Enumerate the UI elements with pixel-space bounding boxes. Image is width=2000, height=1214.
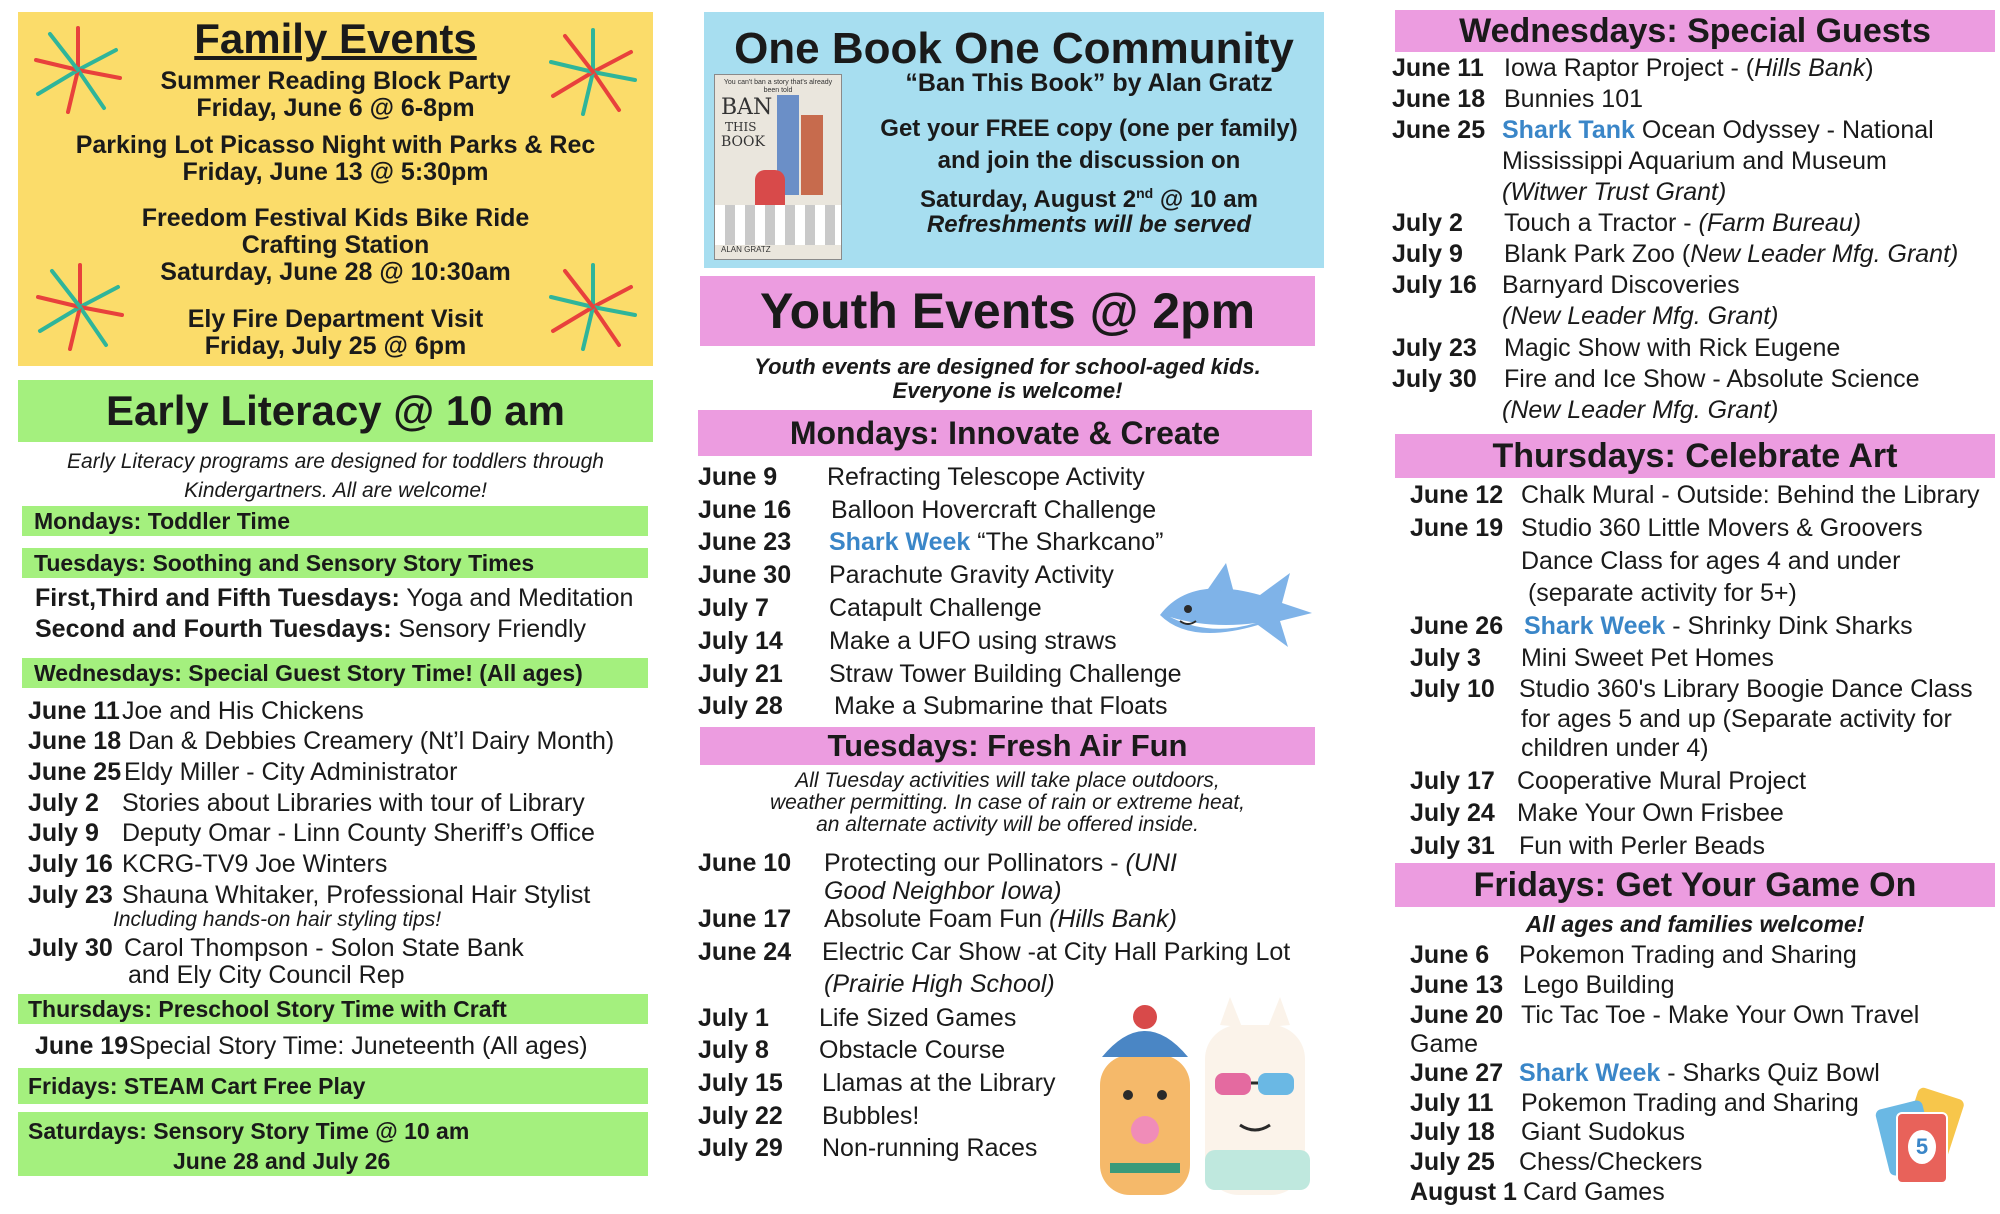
list-item-note: (Prairie High School) <box>824 970 1055 998</box>
family-event-line: Ely Fire Department Visit <box>187 305 484 333</box>
one-book-line: and join the discussion on <box>937 147 1241 174</box>
fridays-header: Fridays: Get Your Game On <box>1395 863 1995 907</box>
family-events-box <box>18 12 653 366</box>
list-item-note: (New Leader Mfg. Grant) <box>1502 302 1779 330</box>
early-monday-header: Mondays: Toddler Time <box>22 506 648 536</box>
card-number: 5 <box>1908 1130 1936 1164</box>
family-event-line: Friday, July 25 @ 6pm <box>204 332 467 360</box>
tuesday-note: an alternate activity will be offered inside. <box>816 813 1199 836</box>
family-event-line: Friday, June 6 @ 6-8pm <box>196 94 475 122</box>
list-item-note: Good Neighbor Iowa) <box>824 877 1062 905</box>
tuesday-note: First,Third and Fifth Tuesdays: Yoga and Meditation <box>35 584 634 612</box>
family-events-title: Family Events <box>194 15 477 62</box>
early-friday-header: Fridays: STEAM Cart Free Play <box>18 1068 648 1104</box>
family-event-line: Summer Reading Block Party <box>160 67 511 95</box>
wednesdays-header: Wednesdays: Special Guests <box>1395 10 1995 52</box>
book-cover-title: BOOK <box>721 134 765 150</box>
family-event-line: Friday, June 13 @ 5:30pm <box>182 158 489 186</box>
list-item-note: Game <box>1410 1030 1479 1058</box>
list-item-note: and Ely City Council Rep <box>128 961 405 989</box>
tuesday-note: Second and Fourth Tuesdays: Sensory Friendly <box>35 615 587 643</box>
thursdays-header: Thursdays: Celebrate Art <box>1395 434 1995 478</box>
one-book-line: Saturday, August 2nd @ 10 am <box>920 185 1258 213</box>
book-cover-title: THIS <box>725 120 757 134</box>
early-tuesday-header: Tuesdays: Soothing and Sensory Story Times <box>22 548 648 578</box>
early-thursday-header: Thursdays: Preschool Story Time with Craft <box>18 994 648 1024</box>
floor-tiles-icon <box>715 205 841 245</box>
early-literacy-caption: Kindergartners. All are welcome! <box>184 479 487 502</box>
youth-events-title: Youth Events @ 2pm <box>700 276 1315 346</box>
one-book-title: One Book One Community <box>734 24 1294 73</box>
list-item-note: children under 4) <box>1521 734 1709 762</box>
list-item-note: (Witwer Trust Grant) <box>1502 178 1727 206</box>
shark-icon <box>1150 555 1320 655</box>
family-event-line: Crafting Station <box>241 231 430 259</box>
family-event-line: Saturday, June 28 @ 10:30am <box>160 258 511 286</box>
book-cover-title: BAN <box>721 95 773 120</box>
list-item-note: for ages 5 and up (Separate activity for <box>1521 705 1952 733</box>
tuesday-note: weather permitting. In case of rain or extreme heat, <box>769 791 1246 814</box>
one-book-box <box>704 12 1324 268</box>
early-literacy-title: Early Literacy @ 10 am <box>18 380 653 442</box>
one-book-line: Get your FREE copy (one per family) <box>880 115 1298 142</box>
list-item-note: Dance Class for ages 4 and under <box>1521 547 1901 575</box>
youth-tuesday-header: Tuesdays: Fresh Air Fun <box>700 727 1315 765</box>
book-cover-image <box>714 74 842 260</box>
llamas-icon <box>1080 995 1320 1195</box>
youth-caption: Everyone is welcome! <box>892 378 1123 403</box>
early-saturday-header <box>18 1112 648 1176</box>
list-item-note: (separate activity for 5+) <box>1521 579 1797 607</box>
youth-monday-header: Mondays: Innovate & Create <box>698 410 1312 456</box>
saturday-title: Saturdays: Sensory Story Time @ 10 am <box>28 1118 470 1144</box>
book-cover-tagline: You can't ban a story that's already been told <box>723 79 833 94</box>
one-book-subtitle: “Ban This Book” by Alan Gratz <box>905 69 1273 97</box>
early-literacy-caption: Early Literacy programs are designed for toddlers through <box>67 450 604 473</box>
saturday-dates: June 28 and July 26 <box>173 1148 391 1174</box>
book-stack-icon <box>801 115 823 195</box>
book-cover-author: ALAN GRATZ <box>721 245 771 254</box>
list-item-note: Including hands-on hair styling tips! <box>113 908 442 931</box>
youth-caption: Youth events are designed for school-aged kids. <box>754 354 1261 379</box>
one-book-line: Refreshments will be served <box>926 211 1252 238</box>
family-event-line: Parking Lot Picasso Night with Parks & Rec <box>75 131 596 159</box>
early-wednesday-header: Wednesdays: Special Guest Story Time! (All ages) <box>22 658 648 688</box>
list-item-note: Mississippi Aquarium and Museum <box>1502 147 1887 175</box>
playing-cards-icon <box>1878 1090 1973 1190</box>
fridays-caption: All ages and families welcome! <box>1525 911 1865 937</box>
family-event-line: Freedom Festival Kids Bike Ride <box>141 204 530 232</box>
tuesday-note: All Tuesday activities will take place outdoors, <box>795 769 1220 792</box>
list-item-note: (New Leader Mfg. Grant) <box>1502 396 1779 424</box>
card-shape <box>1896 1112 1948 1184</box>
